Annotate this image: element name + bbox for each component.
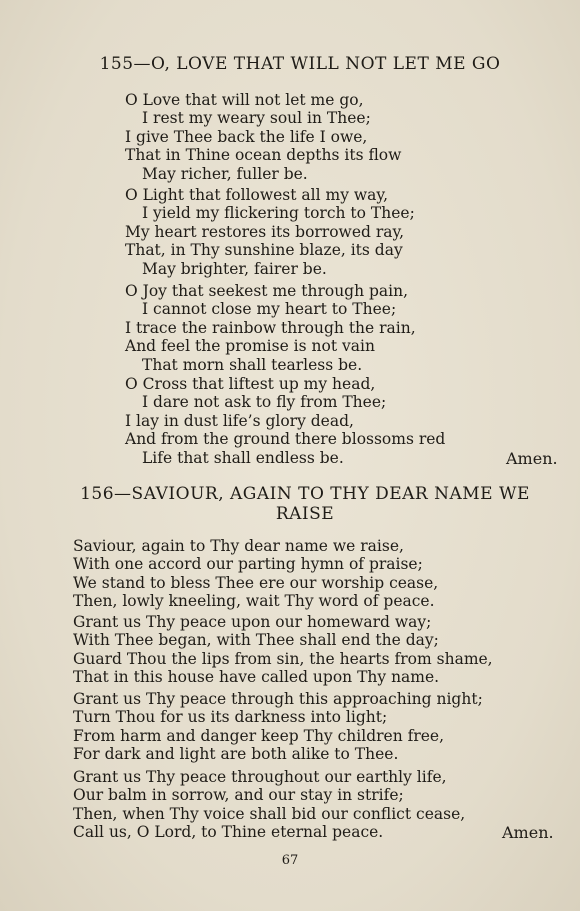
stanza-line: Grant us Thy peace through this approaching night; [73, 690, 483, 708]
hymn-156-title-line-1: 156—SAVIOUR, AGAIN TO THY DEAR NAME WE [80, 484, 530, 504]
stanza-line: That in Thine ocean depths its flow [125, 146, 402, 165]
hymn-156-title [50, 484, 560, 524]
hymn-155-title: 155—O, LOVE THAT WILL NOT LET ME GO [99, 54, 501, 74]
page-number: 67 [281, 853, 299, 868]
stanza-line: I yield my flickering torch to Thee; [142, 204, 415, 223]
stanza-line: O Joy that seekest me through pain, [125, 282, 409, 300]
stanza-line: And from the ground there blossoms red [125, 430, 446, 449]
stanza-line: Saviour, again to Thy dear name we raise, [73, 537, 404, 555]
stanza-line: I give Thee back the life I owe, [125, 127, 368, 146]
hymn-155-stanza-4 [125, 375, 445, 467]
stanza-line: I lay in dust life’s glory dead, [125, 411, 354, 430]
hymn-156-amen: Amen. [502, 823, 554, 842]
stanza-line: Turn Thou for us its darkness into light; [73, 708, 388, 727]
stanza-line: O Cross that liftest up my head, [125, 375, 376, 393]
stanza-line: Our balm in sorrow, and our stay in strife; [73, 786, 404, 805]
stanza-line: Life that shall endless be. [142, 448, 344, 467]
stanza-line: O Light that followest all my way, [125, 186, 389, 204]
stanza-line: Guard Thou the lips from sin, the hearts from shame, [73, 649, 493, 668]
stanza-line: With one accord our parting hymn of praise; [73, 555, 423, 574]
hymn-156-title-line-2: RAISE [275, 504, 335, 524]
stanza-line: We stand to bless Thee ere our worship cease, [73, 573, 439, 592]
hymn-156-stanza-2 [73, 613, 493, 687]
stanza-line: I cannot close my heart to Thee; [142, 300, 397, 319]
stanza-line: Grant us Thy peace upon our homeward way; [73, 613, 432, 631]
stanza-line: O Love that will not let me go, [125, 91, 364, 109]
hymn-155-stanza-3 [125, 282, 416, 374]
stanza-line: Then, lowly kneeling, wait Thy word of peace. [73, 592, 435, 611]
stanza-line: From harm and danger keep Thy children free, [73, 726, 445, 745]
hymn-156-stanza-4 [73, 768, 465, 842]
hymn-156-stanza-3 [73, 690, 483, 764]
hymn-155-stanza-1 [125, 91, 401, 183]
stanza-line: I trace the rainbow through the rain, [125, 318, 416, 337]
stanza-line: That morn shall tearless be. [142, 355, 363, 374]
stanza-line: I rest my weary soul in Thee; [142, 109, 371, 128]
hymn-155-amen: Amen. [506, 449, 558, 468]
stanza-line: I dare not ask to fly from Thee; [142, 393, 387, 412]
stanza-line: May brighter, fairer be. [142, 259, 327, 278]
stanza-line: And feel the promise is not vain [125, 337, 375, 356]
stanza-line: Then, when Thy voice shall bid our conflict cease, [73, 804, 466, 823]
stanza-line: For dark and light are both alike to Thee. [73, 745, 399, 764]
hymn-156-stanza-1 [73, 537, 438, 611]
hymn-155-stanza-2 [125, 186, 415, 278]
stanza-line: That, in Thy sunshine blaze, its day [125, 241, 403, 260]
stanza-line: Call us, O Lord, to Thine eternal peace. [73, 823, 384, 842]
stanza-line: With Thee began, with Thee shall end the day; [73, 631, 439, 650]
stanza-line: May richer, fuller be. [142, 164, 308, 183]
stanza-line: Grant us Thy peace throughout our earthly life, [73, 768, 447, 786]
stanza-line: My heart restores its borrowed ray, [125, 222, 405, 241]
stanza-line: That in this house have called upon Thy name. [73, 668, 440, 687]
